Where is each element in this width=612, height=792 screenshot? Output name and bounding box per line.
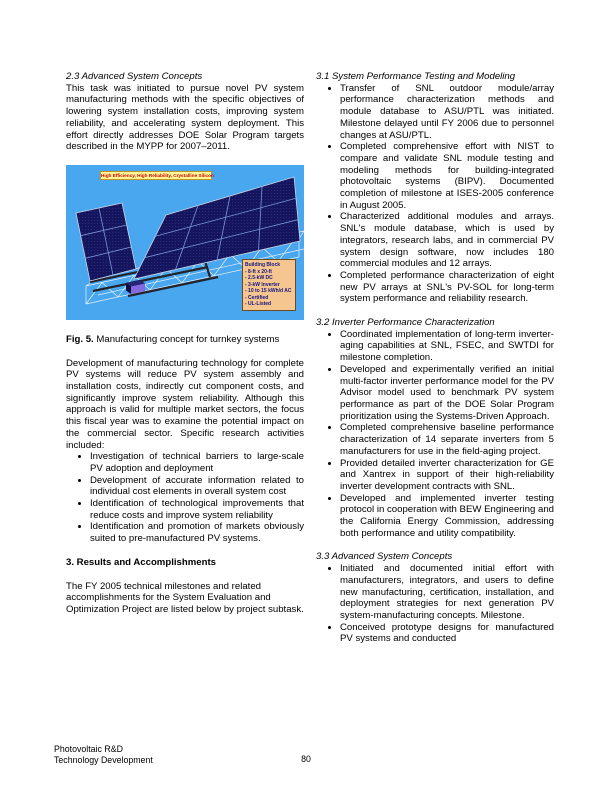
right-column (316, 71, 554, 645)
list-item: • Conceived prototype designs for manufactured PV systems and conducted (340, 622, 554, 645)
list-item: • Coordinated implementation of long-term inverter-aging capabilities at SNL, FSEC, and SWTDI for milestone completion. (340, 329, 554, 364)
figure-banner-label: High Efficiency, High Reliability, Crystalline Silicon (101, 172, 214, 178)
left-column (66, 71, 304, 616)
figure-caption (66, 334, 304, 346)
section-3-1-list (316, 83, 554, 305)
list-item: • Provided detailed inverter characterization for GE and Xantrex in support of their high-reliability inverter development contracts with SNL. (340, 458, 554, 493)
footer-org-line1: Photovoltaic R&D (54, 744, 123, 754)
building-block-item: - 10 to 15 kWh/d AC (245, 288, 292, 295)
figure-5-illustration (66, 165, 304, 320)
building-block-box (242, 259, 296, 311)
section-heading-3-2: 3.2 Inverter Performance Characterization (316, 317, 495, 329)
list-item: • Characterized additional modules and arrays. SNL's module database, which is used by integrators, research labs, and in commercial PV system design software, now includes 180 commercial modules and 12 arrays. (340, 211, 554, 270)
research-activities-list (66, 451, 304, 545)
footer-org-line2: Technology Development (54, 754, 153, 765)
building-block-item: - 8-ft x 20-ft (245, 268, 272, 275)
page-number: 80 (301, 754, 311, 764)
list-item: • Initiated and documented initial effort with manufacturers, integrators, and users to define new manufacturing, certification, installation, and deployment strategies for next generation PV system-manufacturing concepts. Milestone. (340, 563, 554, 622)
figure-caption-text: Manufacturing concept for turnkey systems (93, 333, 280, 345)
list-item: • Investigation of technical barriers to large-scale PV adoption and deployment (90, 451, 304, 474)
section-heading-3-3: 3.3 Advanced System Concepts (316, 551, 453, 563)
list-item: • Completed comprehensive effort with NIST to compare and validate SNL module testing and modeling methods for building-integrated photovoltaic systems (BIPV). Documented completion of milestone at ISES-2005 conference in August 2005. (340, 141, 554, 211)
building-block-item: - 3-kW Inverter (245, 281, 280, 288)
list-item: • Identification of technological improvements that reduce costs and improve system reliability (90, 498, 304, 521)
list-item: • Development of accurate information related to individual cost elements in overall system cost (90, 475, 304, 498)
building-block-item: - Certified (245, 294, 269, 301)
list-item: • Developed and experimentally verified an initial multi-factor inverter performance model for the PV Advisor model used to benchmark PV system performance as part of the DOE Solar Program prioritization using the Systems-Driven Approach. (340, 364, 554, 423)
section-3-2-list (316, 329, 554, 540)
intro-paragraph: This task was initiated to pursue novel PV system manufacturing methods with the specific objectives of lowering system installation costs, improving system reliability, and accelerating system deployment. This effort directly addresses DOE Solar Program targets described in the MYPP for 2007–2011. (66, 82, 304, 153)
section-heading-2-3: 2.3 Advanced System Concepts (66, 71, 203, 82)
building-block-item: - UL-Listed (245, 301, 272, 308)
building-block-item: - 2.5-kW DC (245, 275, 273, 282)
section-3-3-list (316, 563, 554, 645)
section-heading-3: 3. Results and Accomplishments (66, 556, 216, 568)
list-item: • Transfer of SNL outdoor module/array performance characterization methods and module database to ASU/PTL was initiated. Milestone delayed until FY 2006 due to personnel changes at ASU/PTL. (340, 83, 554, 142)
building-block-title: Building Block (245, 261, 280, 268)
list-item: • Identification and promotion of markets obviously suited to pre-manufactured PV systems. (90, 521, 304, 544)
list-item: • Completed performance characterization of eight new PV arrays at SNL's PV-SOL for long-term system performance and reliability research. (340, 270, 554, 305)
section-heading-3-1: 3.1 System Performance Testing and Modeling (316, 71, 516, 82)
list-item: • Completed comprehensive baseline performance characterization of 14 separate inverters from 5 manufacturers for use in the field-aging project. (340, 422, 554, 457)
development-paragraph: Development of manufacturing technology for complete PV systems will reduce PV system assembly and installation costs, indirectly cut component costs, and significantly improve system reliability. Although this approach is valid for multiple market sectors, the focus this fiscal year was to examine the potential impact on the commercial sector. Specific research activities included: (66, 357, 304, 451)
list-item: • Developed and implemented inverter testing protocol in cooperation with BEW Engineering and the California Energy Commission, addressing both performance and utility compatibility. (340, 493, 554, 540)
figure-caption-label: Fig. 5. (66, 333, 94, 345)
results-paragraph: The FY 2005 technical milestones and related accomplishments for the System Evaluation and Optimization Project are listed below by project subtask. (66, 580, 304, 615)
